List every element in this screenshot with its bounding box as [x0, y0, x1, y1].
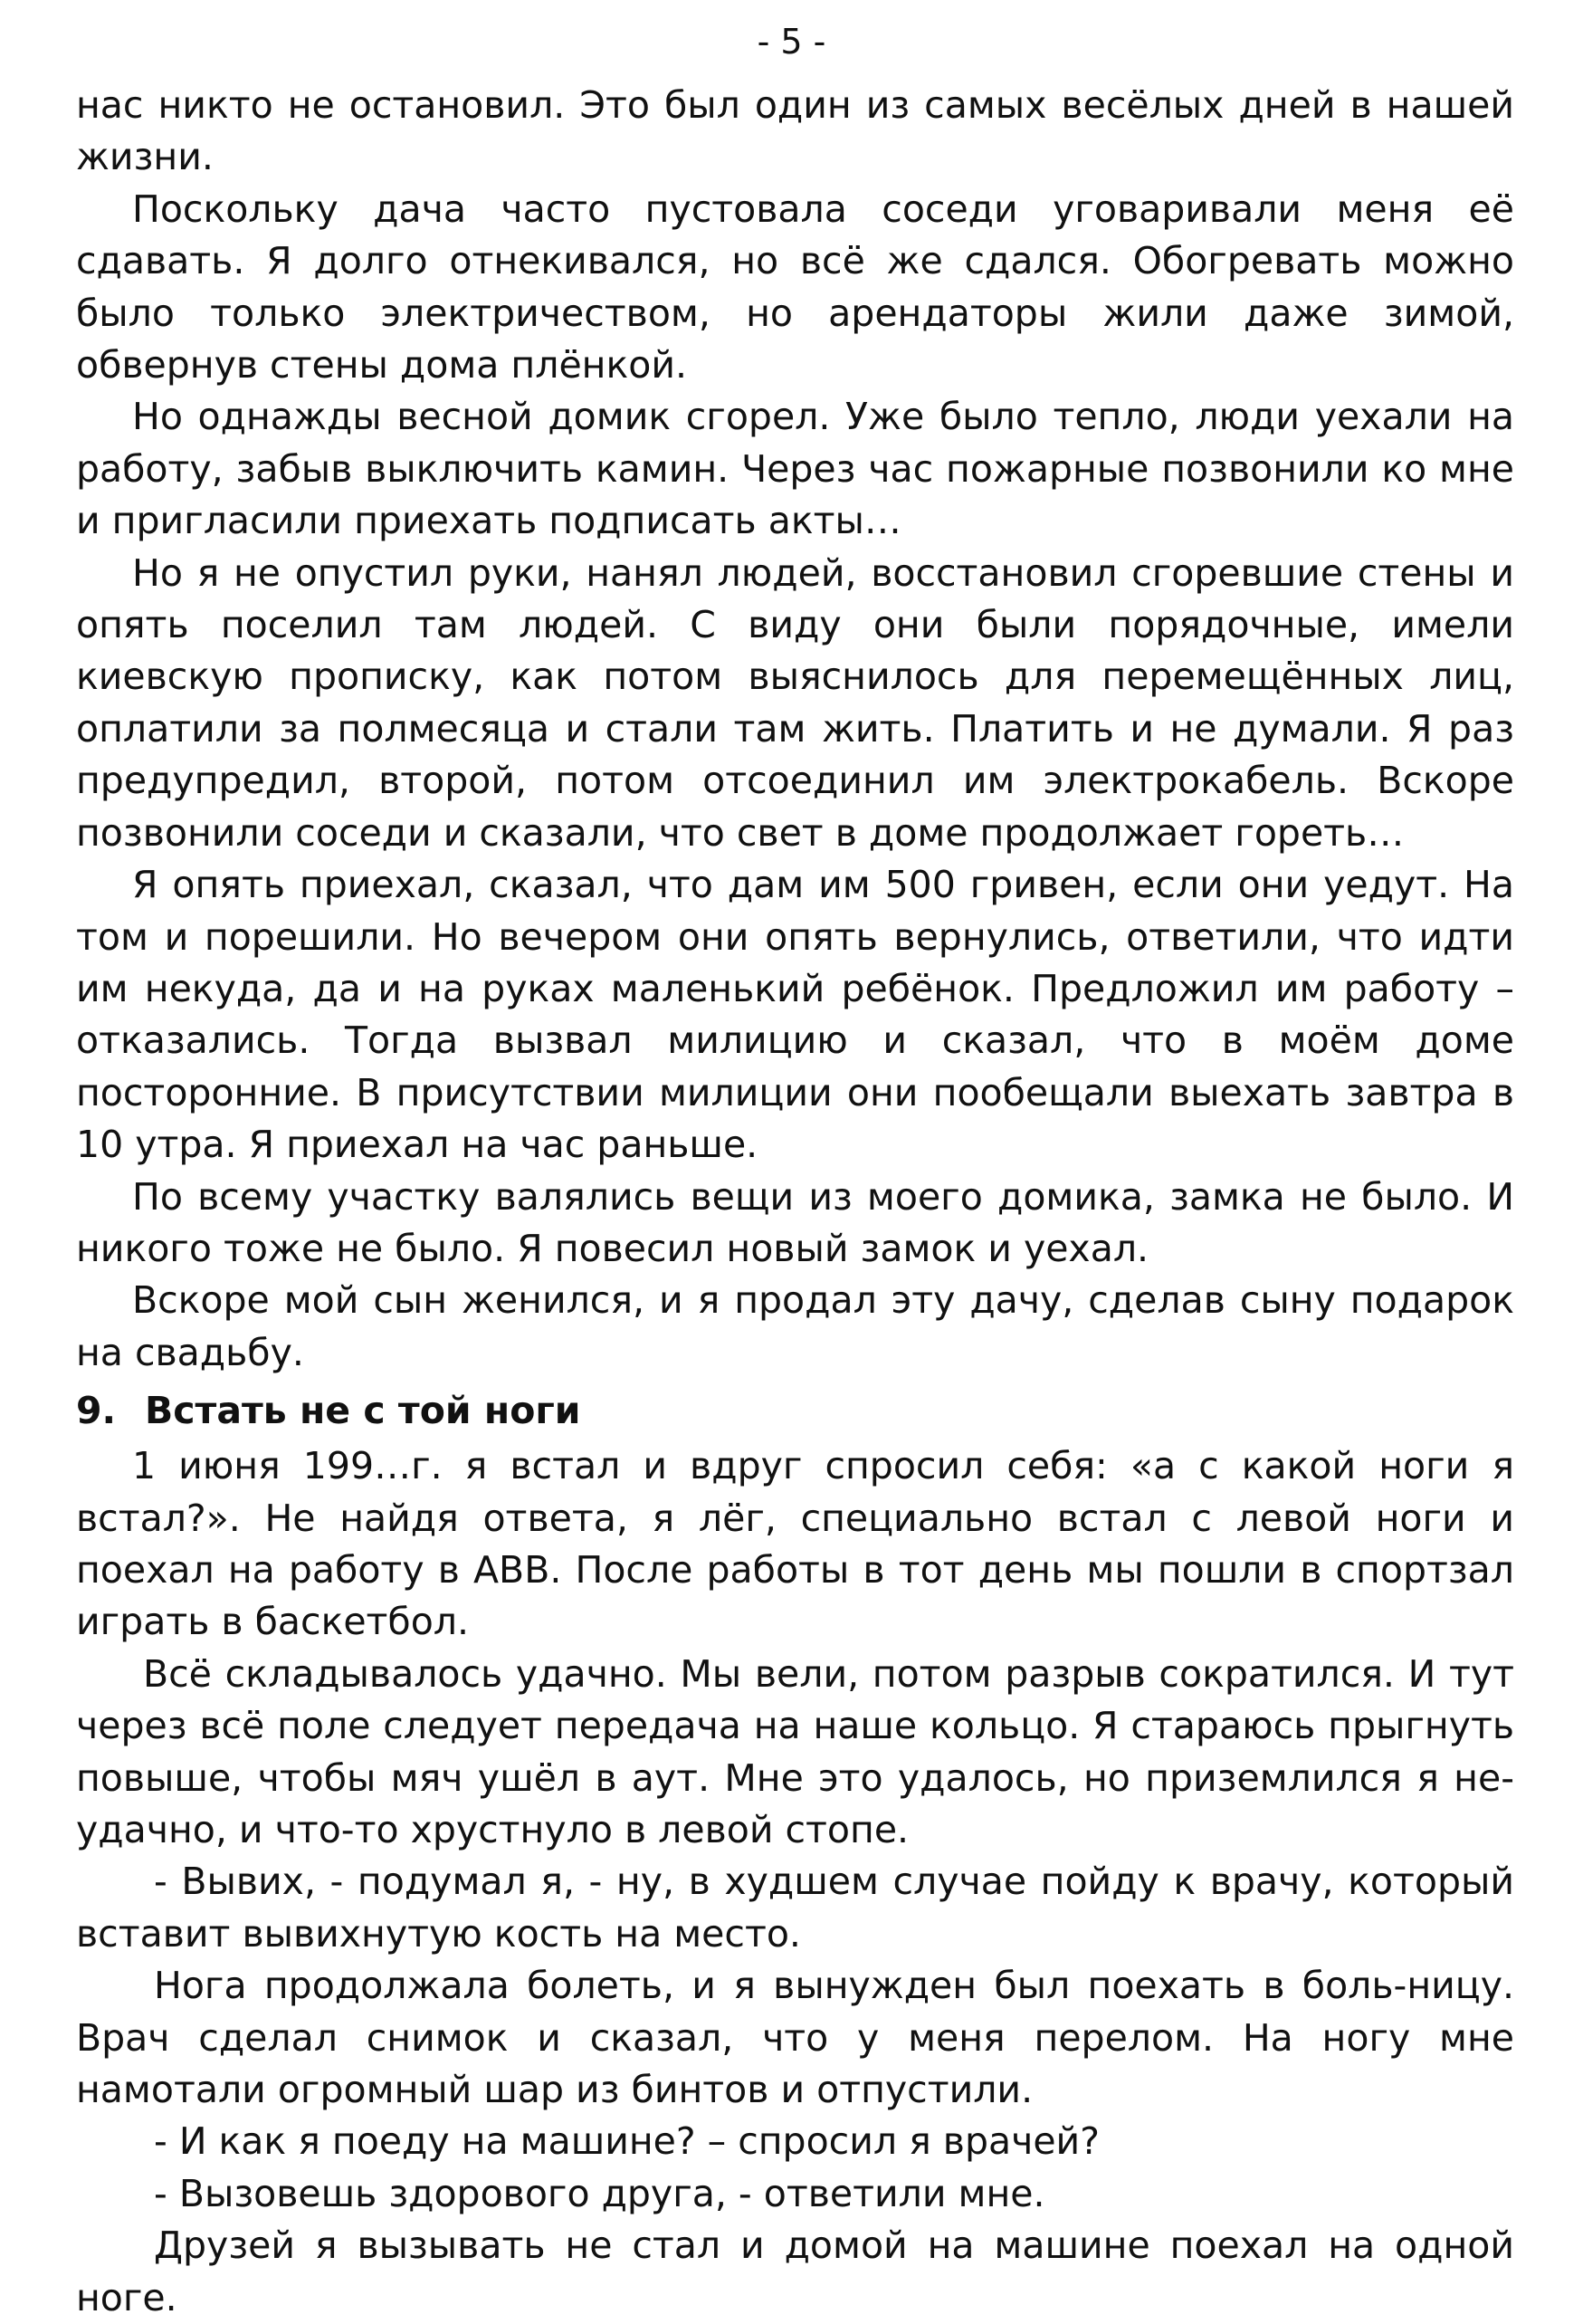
- dialogue-line: - И как я поеду на машине? – спросил я врачей?: [154, 2119, 1100, 2164]
- paragraph: Но однажды весной домик сгорел. Уже было тепло, люди уехали на работу, забыв выключить камин. Через час пожарные позвонили ко мне и пригласили приехать подписать акты…: [76, 395, 1514, 543]
- document-body: [76, 80, 1514, 2324]
- dialogue-line: - Вызовешь здорового друга, - ответили мне.: [154, 2171, 1045, 2215]
- paragraph: Я опять приехал, сказал, что дам им 500 гривен, если они уедут. На том и порешили. Но вечером они опять вернулись, ответили, что идти им некуда, да и на руках маленький ребёнок. Предложил им работу – отказались. Тогда вызвал милицию и сказал, что в моём доме посторонние. В присутствии милиции они пообещали выехать завтра в 10 утра. Я приехал на час раньше.: [76, 863, 1514, 1167]
- paragraph: По всему участку валялись вещи из моего домика, замка не было. И никого тоже не было. Я повесил новый замок и уехал.: [76, 1174, 1514, 1270]
- dialogue-line: - Вывих, - подумал я, - ну, в худшем случае пойду к врачу, который вставит вывихнутую кость на место.: [76, 1860, 1514, 1956]
- paragraph: Но я не опустил руки, нанял людей, восстановил сгоревшие стены и опять поселил там людей. С виду они были порядочные, имели киевскую прописку, как потом выяснилось для перемещённых лиц, оплатили за полмесяца и стали там жить. Платить и не думали. Я раз предупредил, второй, потом отсоединил им электрокабель. Вскоре позвонили соседи и сказали, что свет в доме продолжает гореть…: [76, 550, 1514, 855]
- page-number: - 5 -: [757, 22, 826, 62]
- section-heading: [76, 1384, 1514, 1437]
- paragraph: Друзей я вызывать не стал и домой на машине поехал на одной ноге.: [76, 2224, 1514, 2319]
- paragraph: Поскольку дача часто пустовала соседи уговаривали меня её сдавать. Я долго отнекивался, но всё же сдался. Обогревать можно было только электричеством, но арендаторы жили даже зимой, обвернув стены дома плёнкой.: [76, 186, 1514, 387]
- paragraph: Вскоре мой сын женился, и я продал эту дачу, сделав сыну подарок на свадьбу.: [76, 1278, 1514, 1374]
- paragraph: Всё складывалось удачно. Мы вели, потом разрыв сократился. И тут через всё поле следует передача на наше кольцо. Я стараюсь прыгнуть повыше, чтобы мяч ушёл в аут. Мне это удалось, но приземлился я неудачно, и что-то хрустнуло в левой стопе.: [76, 1651, 1514, 1851]
- paragraph: Нога продолжала болеть, и я вынужден был поехать в боль-ницу. Врач сделал снимок и сказал, что у меня перелом. На ногу мне намотали огромный шар из бинтов и отпустили.: [76, 1964, 1514, 2112]
- section-title: Встать не с той ноги: [145, 1389, 581, 1433]
- paragraph: 1 июня 199…г. я встал и вдруг спросил себя: «а с какой ноги я встал?». Не найдя ответа, я лёг, специально встал с левой ноги и поехал на работу в АВВ. После работы в тот день мы пошли в спортзал играть в баскетбол.: [76, 1444, 1514, 1644]
- section-number: 9.: [76, 1389, 117, 1433]
- paragraph-continued: нас никто не остановил. Это был один из самых весёлых дней в нашей жизни.: [76, 83, 1514, 179]
